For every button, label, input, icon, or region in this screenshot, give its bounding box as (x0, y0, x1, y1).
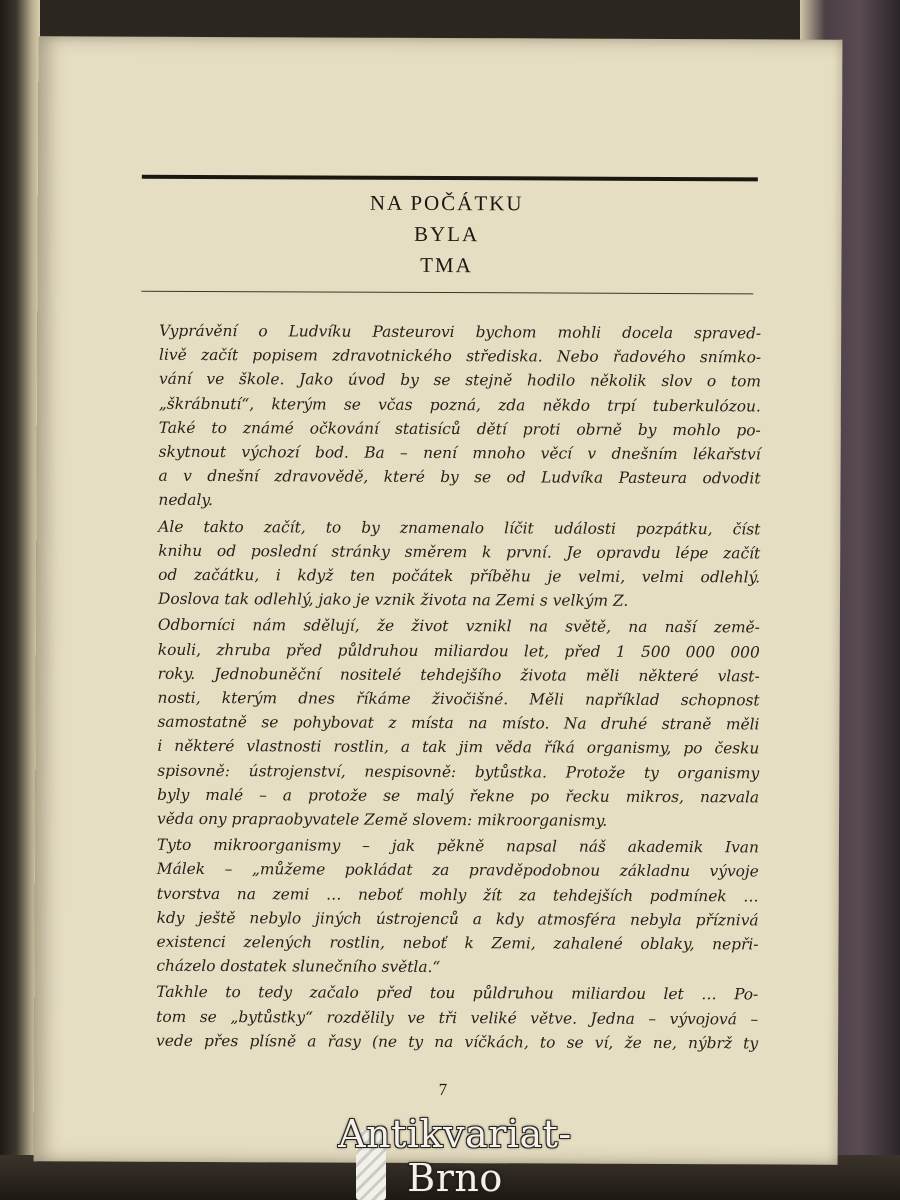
text-line: nosti, kterým dnes říkáme živočišné. Měli například schopnost (157, 688, 760, 710)
text-line: skytnout výchozí bod. Ba – není mnoho věcí v dnešním lékařství (158, 442, 761, 464)
paragraph (157, 613, 760, 833)
text-line: Takhle to tedy začalo před tou půldruhou miliardou let … Po- (156, 983, 759, 1004)
text-line: tom se „bytůstky“ rozdělily ve tři veliké větve. Jedna – vývojová – (156, 1007, 759, 1029)
text-line: samostatně se pohybovat z místa na místo. Na druhé straně měli (157, 713, 760, 734)
text-line: knihu od poslední stránky směrem k první. Je opravdu lépe začít (158, 541, 761, 563)
text-line: od začátku, i když ten počátek příběhu je velmi, velmi odlehlý. (158, 565, 761, 587)
text-line: existenci zelených rostlin, neboť k Zemi, zahalené oblaky, nepři- (156, 932, 759, 954)
text-line: a v dnešní zdravovědě, které by se od Ludvíka Pasteura odvodit (158, 466, 761, 488)
text-line: kouli, zhruba před půldruhou miliardou let, před 1 500 000 000 (157, 640, 760, 662)
watermark: Antikvariat-Brno (338, 1112, 572, 1200)
paragraph (156, 833, 759, 981)
text-line: roky. Jednobuněční nositelé tehdejšího života měli některé vlast- (157, 664, 760, 686)
text-line: tvorstva na zemi … neboť mohly žít za tehdejších podmínek … (156, 884, 759, 906)
text-line: i některé vlastnosti rostlin, a tak jim věda říká organismy, po česku (157, 737, 760, 758)
chapter-title-line: BYLA (413, 221, 480, 247)
title-rule-top (142, 175, 758, 182)
text-line: kdy ještě nebylo jiných ústrojenců a kdy atmosféra nebyla příznivá (156, 908, 759, 930)
chapter-title (141, 187, 751, 283)
page-number: 7 (438, 1080, 448, 1100)
text-line: Tyto mikroorganismy – jak pěkně napsal náš akademik Ivan (156, 836, 759, 857)
title-rule-bottom (141, 291, 753, 295)
text-line: nedaly. (158, 491, 213, 510)
text-line: vání ve škole. Jako úvod by se stejně hodilo několik slov o tom (158, 370, 761, 391)
text-line: Odborníci nám sdělují, že život vznikl na světě, na naší země- (157, 616, 760, 637)
chapter-title-line: NA POČÁTKU (369, 190, 524, 216)
text-line: věda ony prapraobyvatele Země slovem: mikroorganismy. (157, 809, 608, 830)
text-line: vede přes plísně a řasy (ne ty na víčkách, to se ví, že ne, nýbrž ty (156, 1031, 759, 1053)
text-line: livě začít popisem zdravotnického střediska. Nebo řadového snímko- (159, 345, 762, 367)
text-line: Doslova tak odlehlý, jako je vznik života na Zemi s velkým Z. (157, 590, 629, 611)
text-line: Ale takto začít, to by znamenalo líčit události pozpátku, číst (158, 517, 761, 539)
text-line: byly malé – a protože se malý řekne po řecku mikros, nazvala (157, 785, 760, 807)
text-line: Vyprávění o Ludvíku Pasteurovi bychom mohli docela spraved- (159, 321, 762, 343)
text-line: Také to známé očkování statisíců dětí proti obrně by mohlo po- (158, 418, 761, 440)
text-line: cházelo dostatek slunečního světla.“ (156, 957, 441, 977)
chapter-title-line: TMA (420, 252, 473, 278)
paragraph (158, 319, 761, 515)
paragraph (158, 514, 760, 613)
text-line: „škrábnutí“, kterým se včas pozná, zda někdo trpí tuberkulózou. (158, 394, 761, 416)
text-line: spisovně: ústrojenství, nespisovně: bytůstka. Protože ty organismy (157, 761, 760, 783)
book-page (34, 36, 843, 1164)
paragraph (156, 980, 758, 1055)
body-text (156, 319, 761, 1058)
text-line: Málek – „můžeme pokládat za pravděpodobnou základnu vývoje (156, 860, 759, 881)
